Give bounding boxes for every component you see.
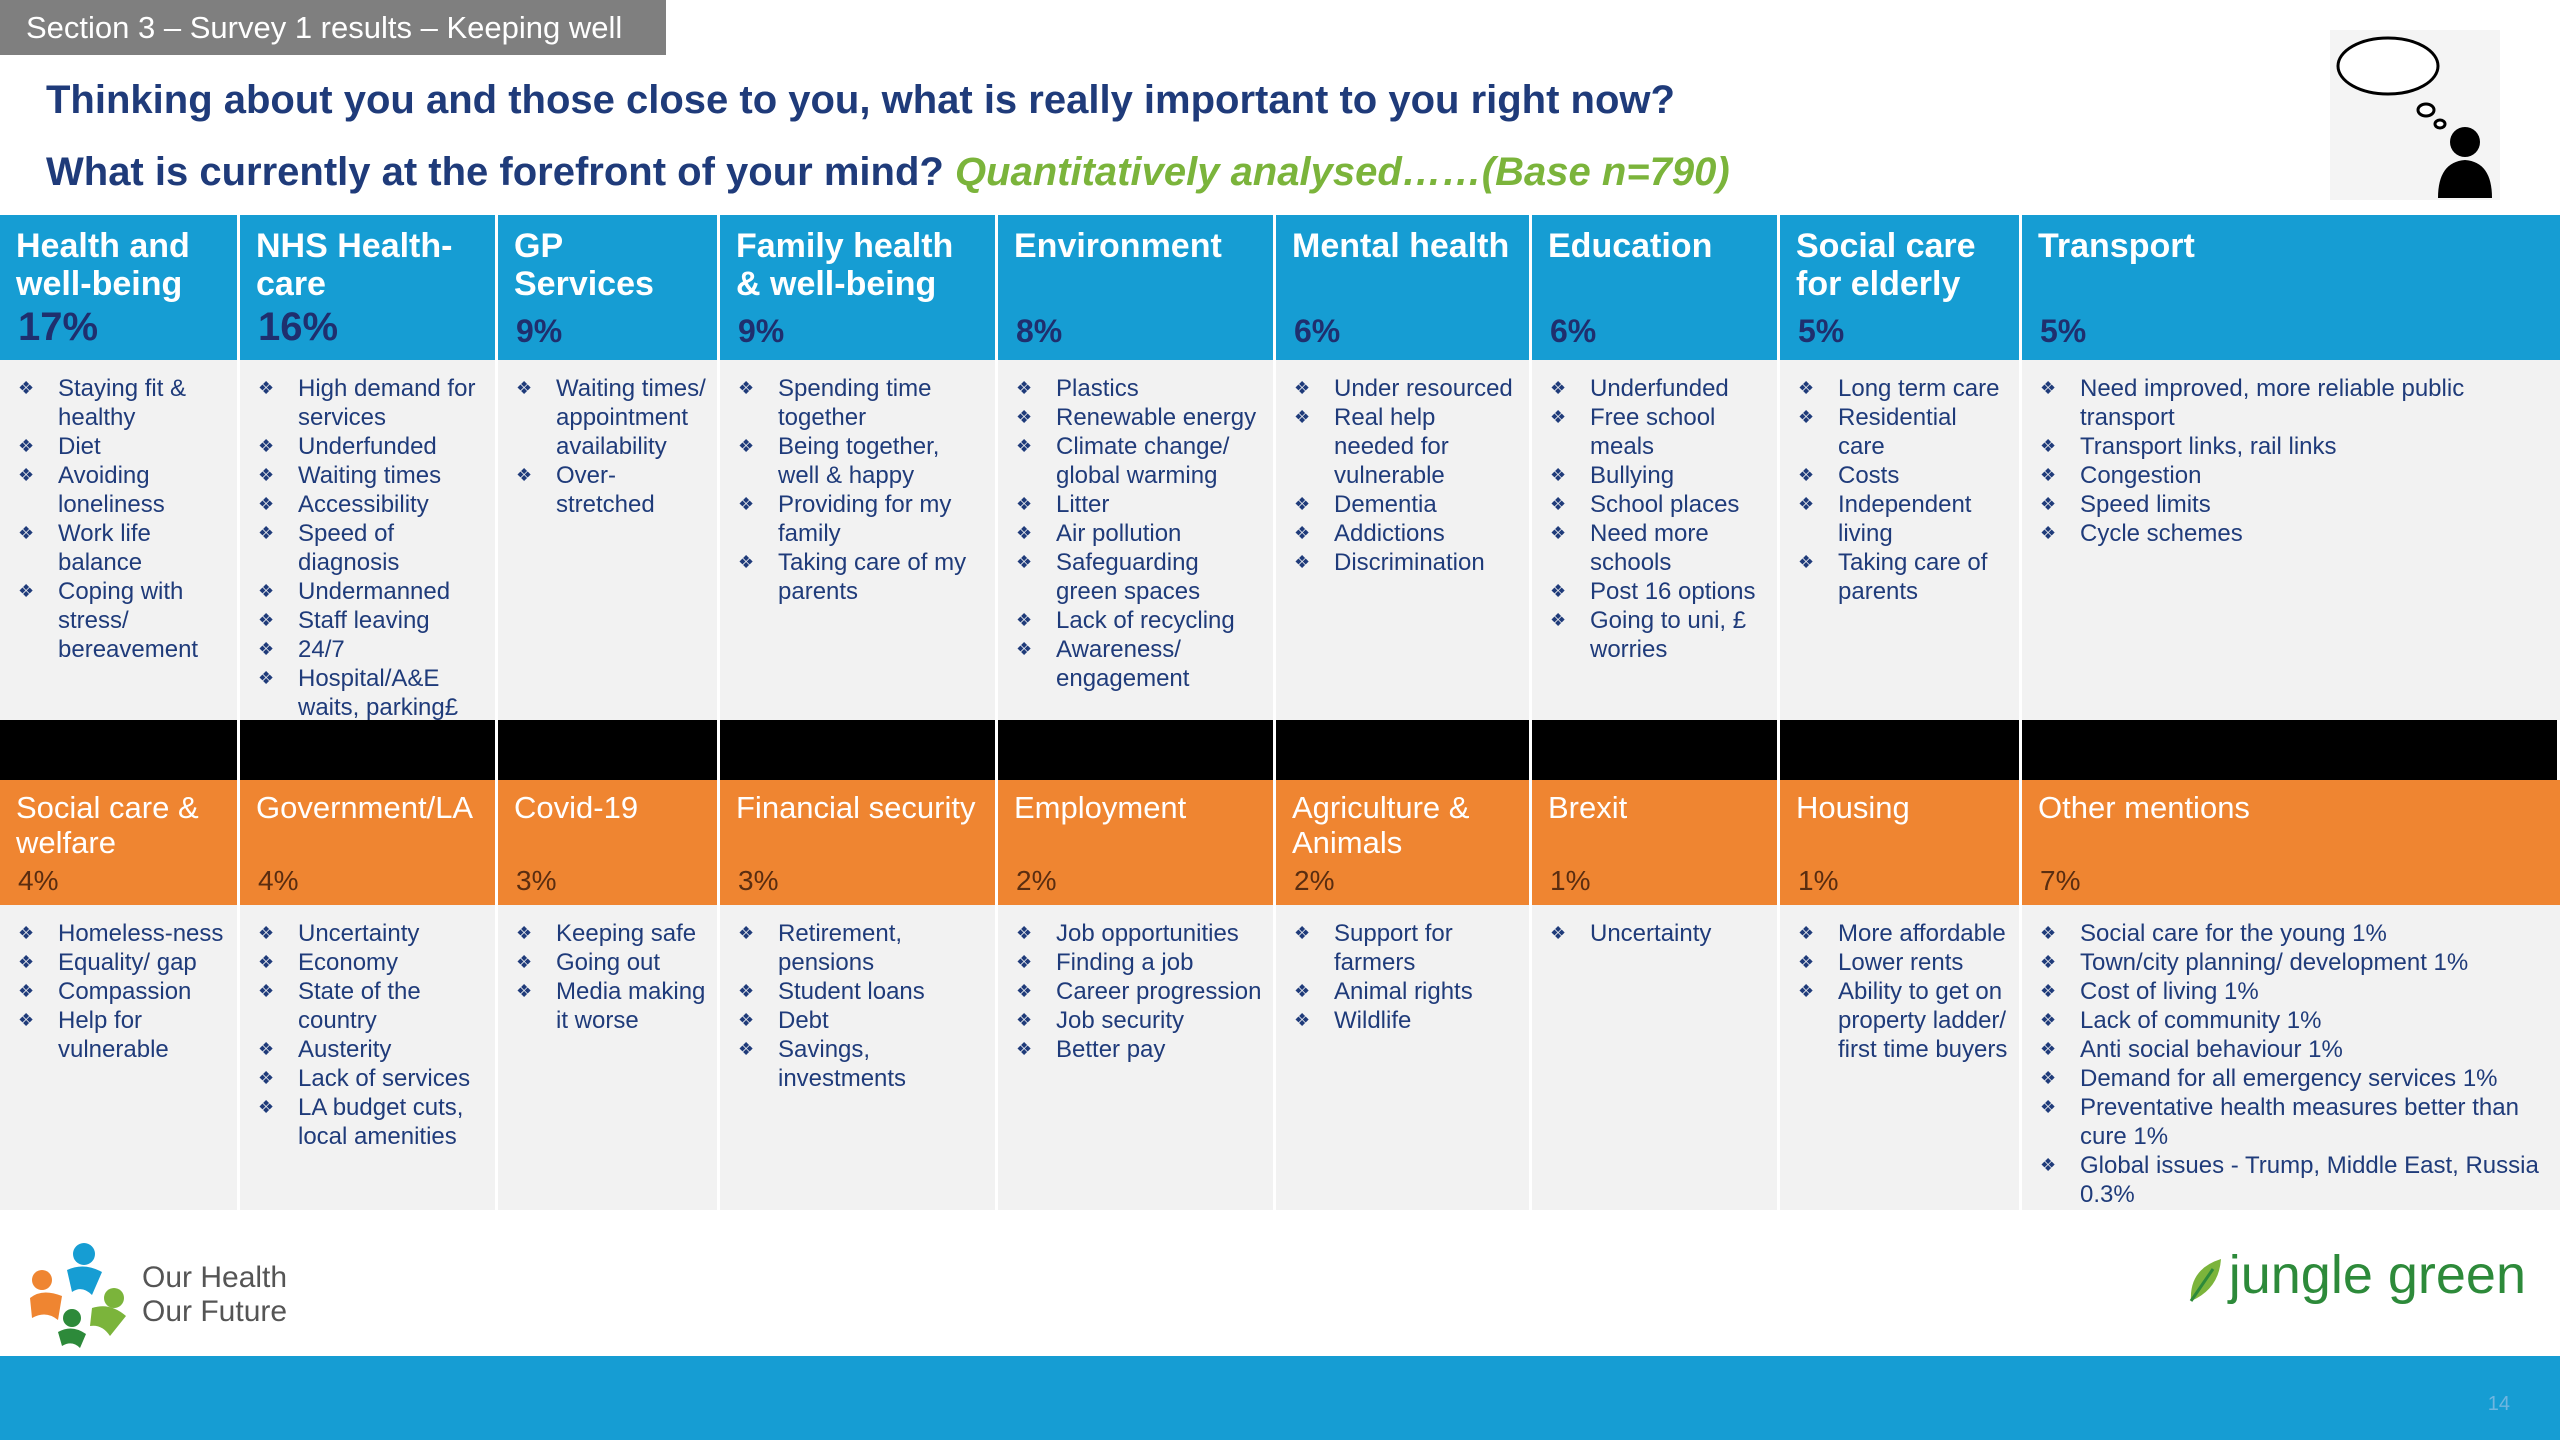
category-items — [1276, 360, 1532, 720]
category-title: Covid-19 — [514, 790, 639, 825]
category-percent: 5% — [1798, 313, 1845, 349]
our-health-our-future-logo — [22, 1240, 287, 1350]
divider-cell — [720, 720, 998, 780]
category-items — [0, 360, 240, 720]
list-item: ❖ Help for vulnerable — [12, 1006, 227, 1064]
category-items — [998, 905, 1276, 1210]
thought-bubble-person-icon — [2330, 30, 2500, 200]
category-percent: 16% — [258, 305, 339, 349]
question-2 — [46, 150, 1730, 195]
bullet-list — [510, 374, 707, 519]
list-item: ❖ Media making it worse — [510, 977, 707, 1035]
bullet-list — [1792, 919, 2009, 1064]
list-item: ❖ Job opportunities — [1010, 919, 1263, 948]
list-item: ❖ Awareness/ engagement — [1010, 635, 1263, 693]
list-item: ❖ More affordable — [1792, 919, 2009, 948]
category-items — [2022, 905, 2560, 1210]
category-percent: 8% — [1016, 313, 1063, 349]
list-item: ❖ State of the country — [252, 977, 485, 1035]
category-percent: 6% — [1294, 313, 1341, 349]
list-item: ❖ Staying fit & healthy — [12, 374, 227, 432]
list-item: ❖ Lack of services — [252, 1064, 485, 1093]
category-header — [1532, 215, 1780, 360]
list-item: ❖ Climate change/ global warming — [1010, 432, 1263, 490]
question-1: Thinking about you and those close to you, what is really important to you right now? — [46, 78, 1675, 122]
list-item: ❖ Dementia — [1288, 490, 1519, 519]
list-item: ❖ Uncertainty — [1544, 919, 1767, 948]
header-row-2 — [0, 780, 2560, 905]
body-row-1 — [0, 360, 2560, 720]
divider-cell — [240, 720, 498, 780]
category-items — [0, 905, 240, 1210]
list-item: ❖ Staff leaving — [252, 606, 485, 635]
list-item: ❖ Ability to get on property ladder/ first time buyers — [1792, 977, 2009, 1064]
list-item: ❖ Lack of community 1% — [2034, 1006, 2550, 1035]
list-item: ❖ Underfunded — [252, 432, 485, 461]
list-item: ❖ Long term care — [1792, 374, 2009, 403]
bullet-list — [1288, 919, 1519, 1035]
list-item: ❖ Uncertainty — [252, 919, 485, 948]
list-item: ❖ Free school meals — [1544, 403, 1767, 461]
category-title: Agriculture & Animals — [1292, 790, 1470, 860]
category-percent: 9% — [738, 313, 785, 349]
list-item: ❖ Preventative health measures better than cure 1% — [2034, 1093, 2550, 1151]
category-percent: 17% — [18, 305, 99, 349]
list-item: ❖ Hospital/A&E waits, parking£ — [252, 664, 485, 722]
list-item: ❖ Coping with stress/ bereavement — [12, 577, 227, 664]
list-item: ❖ Litter — [1010, 490, 1263, 519]
list-item: ❖ Spending time together — [732, 374, 985, 432]
category-header — [240, 780, 498, 905]
category-header — [2022, 780, 2560, 905]
bullet-list — [510, 919, 707, 1035]
category-items — [1780, 360, 2022, 720]
category-header — [240, 215, 498, 360]
category-title: Financial security — [736, 790, 976, 825]
category-title: Mental health — [1292, 227, 1510, 265]
list-item: ❖ School places — [1544, 490, 1767, 519]
logo-right-text: jungle green — [2228, 1245, 2526, 1305]
category-header — [720, 215, 998, 360]
slide-number: 14 — [2487, 1393, 2510, 1415]
category-header — [498, 780, 720, 905]
section-label: Section 3 – Survey 1 results – Keeping well — [0, 0, 666, 55]
bullet-list — [2034, 919, 2550, 1209]
list-item: ❖ Underfunded — [1544, 374, 1767, 403]
list-item: ❖ Post 16 options — [1544, 577, 1767, 606]
list-item: ❖ Bullying — [1544, 461, 1767, 490]
list-item: ❖ Taking care of parents — [1792, 548, 2009, 606]
bullet-list — [12, 919, 227, 1064]
category-title: Social care & welfare — [16, 790, 199, 860]
list-item: ❖ Air pollution — [1010, 519, 1263, 548]
bullet-list — [252, 919, 485, 1151]
list-item: ❖ Wildlife — [1288, 1006, 1519, 1035]
category-header — [998, 780, 1276, 905]
category-items — [498, 905, 720, 1210]
list-item: ❖ Need more schools — [1544, 519, 1767, 577]
list-item: ❖ Avoiding loneliness — [12, 461, 227, 519]
list-item: ❖ Economy — [252, 948, 485, 977]
people-figures-logo-icon — [22, 1240, 132, 1350]
list-item: ❖ 24/7 — [252, 635, 485, 664]
logo-left-line-1: Our Health — [142, 1261, 288, 1294]
topics-grid — [0, 215, 2560, 1210]
list-item: ❖ Compassion — [12, 977, 227, 1006]
list-item: ❖ Accessibility — [252, 490, 485, 519]
list-item: ❖ Residential care — [1792, 403, 2009, 461]
category-items — [240, 360, 498, 720]
list-item: ❖ Providing for my family — [732, 490, 985, 548]
list-item: ❖ Waiting times — [252, 461, 485, 490]
list-item: ❖ Work life balance — [12, 519, 227, 577]
list-item: ❖ Anti social behaviour 1% — [2034, 1035, 2550, 1064]
divider-cell — [0, 720, 240, 780]
list-item: ❖ Lack of recycling — [1010, 606, 1263, 635]
category-items — [498, 360, 720, 720]
category-items — [720, 360, 998, 720]
category-title: Education — [1548, 227, 1713, 265]
list-item: ❖ Social care for the young 1% — [2034, 919, 2550, 948]
divider-cell — [1532, 720, 1780, 780]
category-items — [1532, 360, 1780, 720]
divider-cell — [498, 720, 720, 780]
category-header — [998, 215, 1276, 360]
category-items — [1780, 905, 2022, 1210]
divider-cell — [2022, 720, 2560, 780]
header-row-1 — [0, 215, 2560, 360]
bullet-list — [1288, 374, 1519, 577]
list-item: ❖ LA budget cuts, local amenities — [252, 1093, 485, 1151]
category-header — [1780, 780, 2022, 905]
category-title: Other mentions — [2038, 790, 2250, 825]
category-header — [0, 215, 240, 360]
list-item: ❖ Retirement, pensions — [732, 919, 985, 977]
list-item: ❖ Going out — [510, 948, 707, 977]
bullet-list — [12, 374, 227, 664]
body-row-2 — [0, 905, 2560, 1210]
list-item: ❖ High demand for services — [252, 374, 485, 432]
bullet-list — [1544, 919, 1767, 948]
list-item: ❖ Support for farmers — [1288, 919, 1519, 977]
category-percent: 3% — [516, 865, 557, 896]
category-header — [2022, 215, 2560, 360]
list-item: ❖ Animal rights — [1288, 977, 1519, 1006]
category-percent: 3% — [738, 865, 779, 896]
bullet-list — [732, 919, 985, 1093]
list-item: ❖ Costs — [1792, 461, 2009, 490]
category-percent: 1% — [1550, 865, 1591, 896]
category-title: Brexit — [1548, 790, 1628, 825]
category-items — [240, 905, 498, 1210]
category-items — [1532, 905, 1780, 1210]
list-item: ❖ Plastics — [1010, 374, 1263, 403]
bullet-list — [1010, 374, 1263, 693]
category-items — [720, 905, 998, 1210]
category-header — [0, 780, 240, 905]
list-item: ❖ Safeguarding green spaces — [1010, 548, 1263, 606]
category-percent: 2% — [1016, 865, 1057, 896]
list-item: ❖ Cycle schemes — [2034, 519, 2550, 548]
list-item: ❖ Savings, investments — [732, 1035, 985, 1093]
list-item: ❖ Renewable energy — [1010, 403, 1263, 432]
category-title: Employment — [1014, 790, 1187, 825]
list-item: ❖ Student loans — [732, 977, 985, 1006]
bullet-list — [252, 374, 485, 722]
list-item: ❖ Being together, well & happy — [732, 432, 985, 490]
category-header — [498, 215, 720, 360]
leaf-icon — [2185, 1255, 2225, 1305]
list-item: ❖ Global issues - Trump, Middle East, Russia 0.3% — [2034, 1151, 2550, 1209]
category-title: Health and well-being — [16, 227, 190, 303]
category-header — [1532, 780, 1780, 905]
list-item: ❖ Speed limits — [2034, 490, 2550, 519]
list-item: ❖ Career progression — [1010, 977, 1263, 1006]
divider-band — [0, 720, 2560, 780]
category-title: Housing — [1796, 790, 1910, 825]
list-item: ❖ Undermanned — [252, 577, 485, 606]
bullet-list — [2034, 374, 2550, 548]
category-header — [1276, 215, 1532, 360]
list-item: ❖ Debt — [732, 1006, 985, 1035]
question-2-text: What is currently at the forefront of your mind? — [46, 150, 944, 194]
list-item: ❖ Taking care of my parents — [732, 548, 985, 606]
category-percent: 6% — [1550, 313, 1597, 349]
divider-cell — [998, 720, 1276, 780]
category-percent: 9% — [516, 313, 563, 349]
category-percent: 4% — [18, 865, 59, 896]
list-item: ❖ Discrimination — [1288, 548, 1519, 577]
list-item: ❖ Job security — [1010, 1006, 1263, 1035]
category-header — [1276, 780, 1532, 905]
category-items — [1276, 905, 1532, 1210]
bullet-list — [1544, 374, 1767, 664]
list-item: ❖ Cost of living 1% — [2034, 977, 2550, 1006]
category-percent: 7% — [2040, 865, 2081, 896]
category-items — [2022, 360, 2560, 720]
list-item: ❖ Need improved, more reliable public transport — [2034, 374, 2550, 432]
category-percent: 2% — [1294, 865, 1335, 896]
list-item: ❖ Finding a job — [1010, 948, 1263, 977]
category-header — [720, 780, 998, 905]
category-percent: 4% — [258, 865, 299, 896]
category-title: Social care for elderly — [1796, 227, 1976, 303]
category-title: Transport — [2038, 227, 2195, 265]
category-items — [998, 360, 1276, 720]
category-title: NHS Health-care — [256, 227, 453, 303]
category-percent: 5% — [2040, 313, 2087, 349]
bullet-list — [1792, 374, 2009, 606]
bullet-list — [1010, 919, 1263, 1064]
list-item: ❖ Real help needed for vulnerable — [1288, 403, 1519, 490]
jungle-green-logo — [2185, 1245, 2526, 1305]
list-item: ❖ Independent living — [1792, 490, 2009, 548]
logo-left-line-2: Our Future — [142, 1295, 288, 1328]
category-title: Government/LA — [256, 790, 474, 825]
list-item: ❖ Speed of diagnosis — [252, 519, 485, 577]
category-header — [1780, 215, 2022, 360]
list-item: ❖ Better pay — [1010, 1035, 1263, 1064]
list-item: ❖ Going to uni, £ worries — [1544, 606, 1767, 664]
list-item: ❖ Lower rents — [1792, 948, 2009, 977]
list-item: ❖ Addictions — [1288, 519, 1519, 548]
question-2-accent: Quantitatively analysed……(Base n=790) — [954, 150, 1730, 194]
divider-cell — [1276, 720, 1532, 780]
bullet-list — [732, 374, 985, 606]
list-item: ❖ Keeping safe — [510, 919, 707, 948]
list-item: ❖ Homeless-ness — [12, 919, 227, 948]
divider-cell — [1780, 720, 2022, 780]
category-title: Family health & well-being — [736, 227, 954, 303]
category-title: Environment — [1014, 227, 1222, 265]
list-item: ❖ Over-stretched — [510, 461, 707, 519]
list-item: ❖ Austerity — [252, 1035, 485, 1064]
list-item: ❖ Waiting times/ appointment availability — [510, 374, 707, 461]
category-title: GP Services — [514, 227, 654, 303]
list-item: ❖ Demand for all emergency services 1% — [2034, 1064, 2550, 1093]
list-item: ❖ Congestion — [2034, 461, 2550, 490]
category-percent: 1% — [1798, 865, 1839, 896]
list-item: ❖ Town/city planning/ development 1% — [2034, 948, 2550, 977]
list-item: ❖ Diet — [12, 432, 227, 461]
list-item: ❖ Transport links, rail links — [2034, 432, 2550, 461]
list-item: ❖ Equality/ gap — [12, 948, 227, 977]
list-item: ❖ Under resourced — [1288, 374, 1519, 403]
footer-bar — [0, 1356, 2560, 1440]
